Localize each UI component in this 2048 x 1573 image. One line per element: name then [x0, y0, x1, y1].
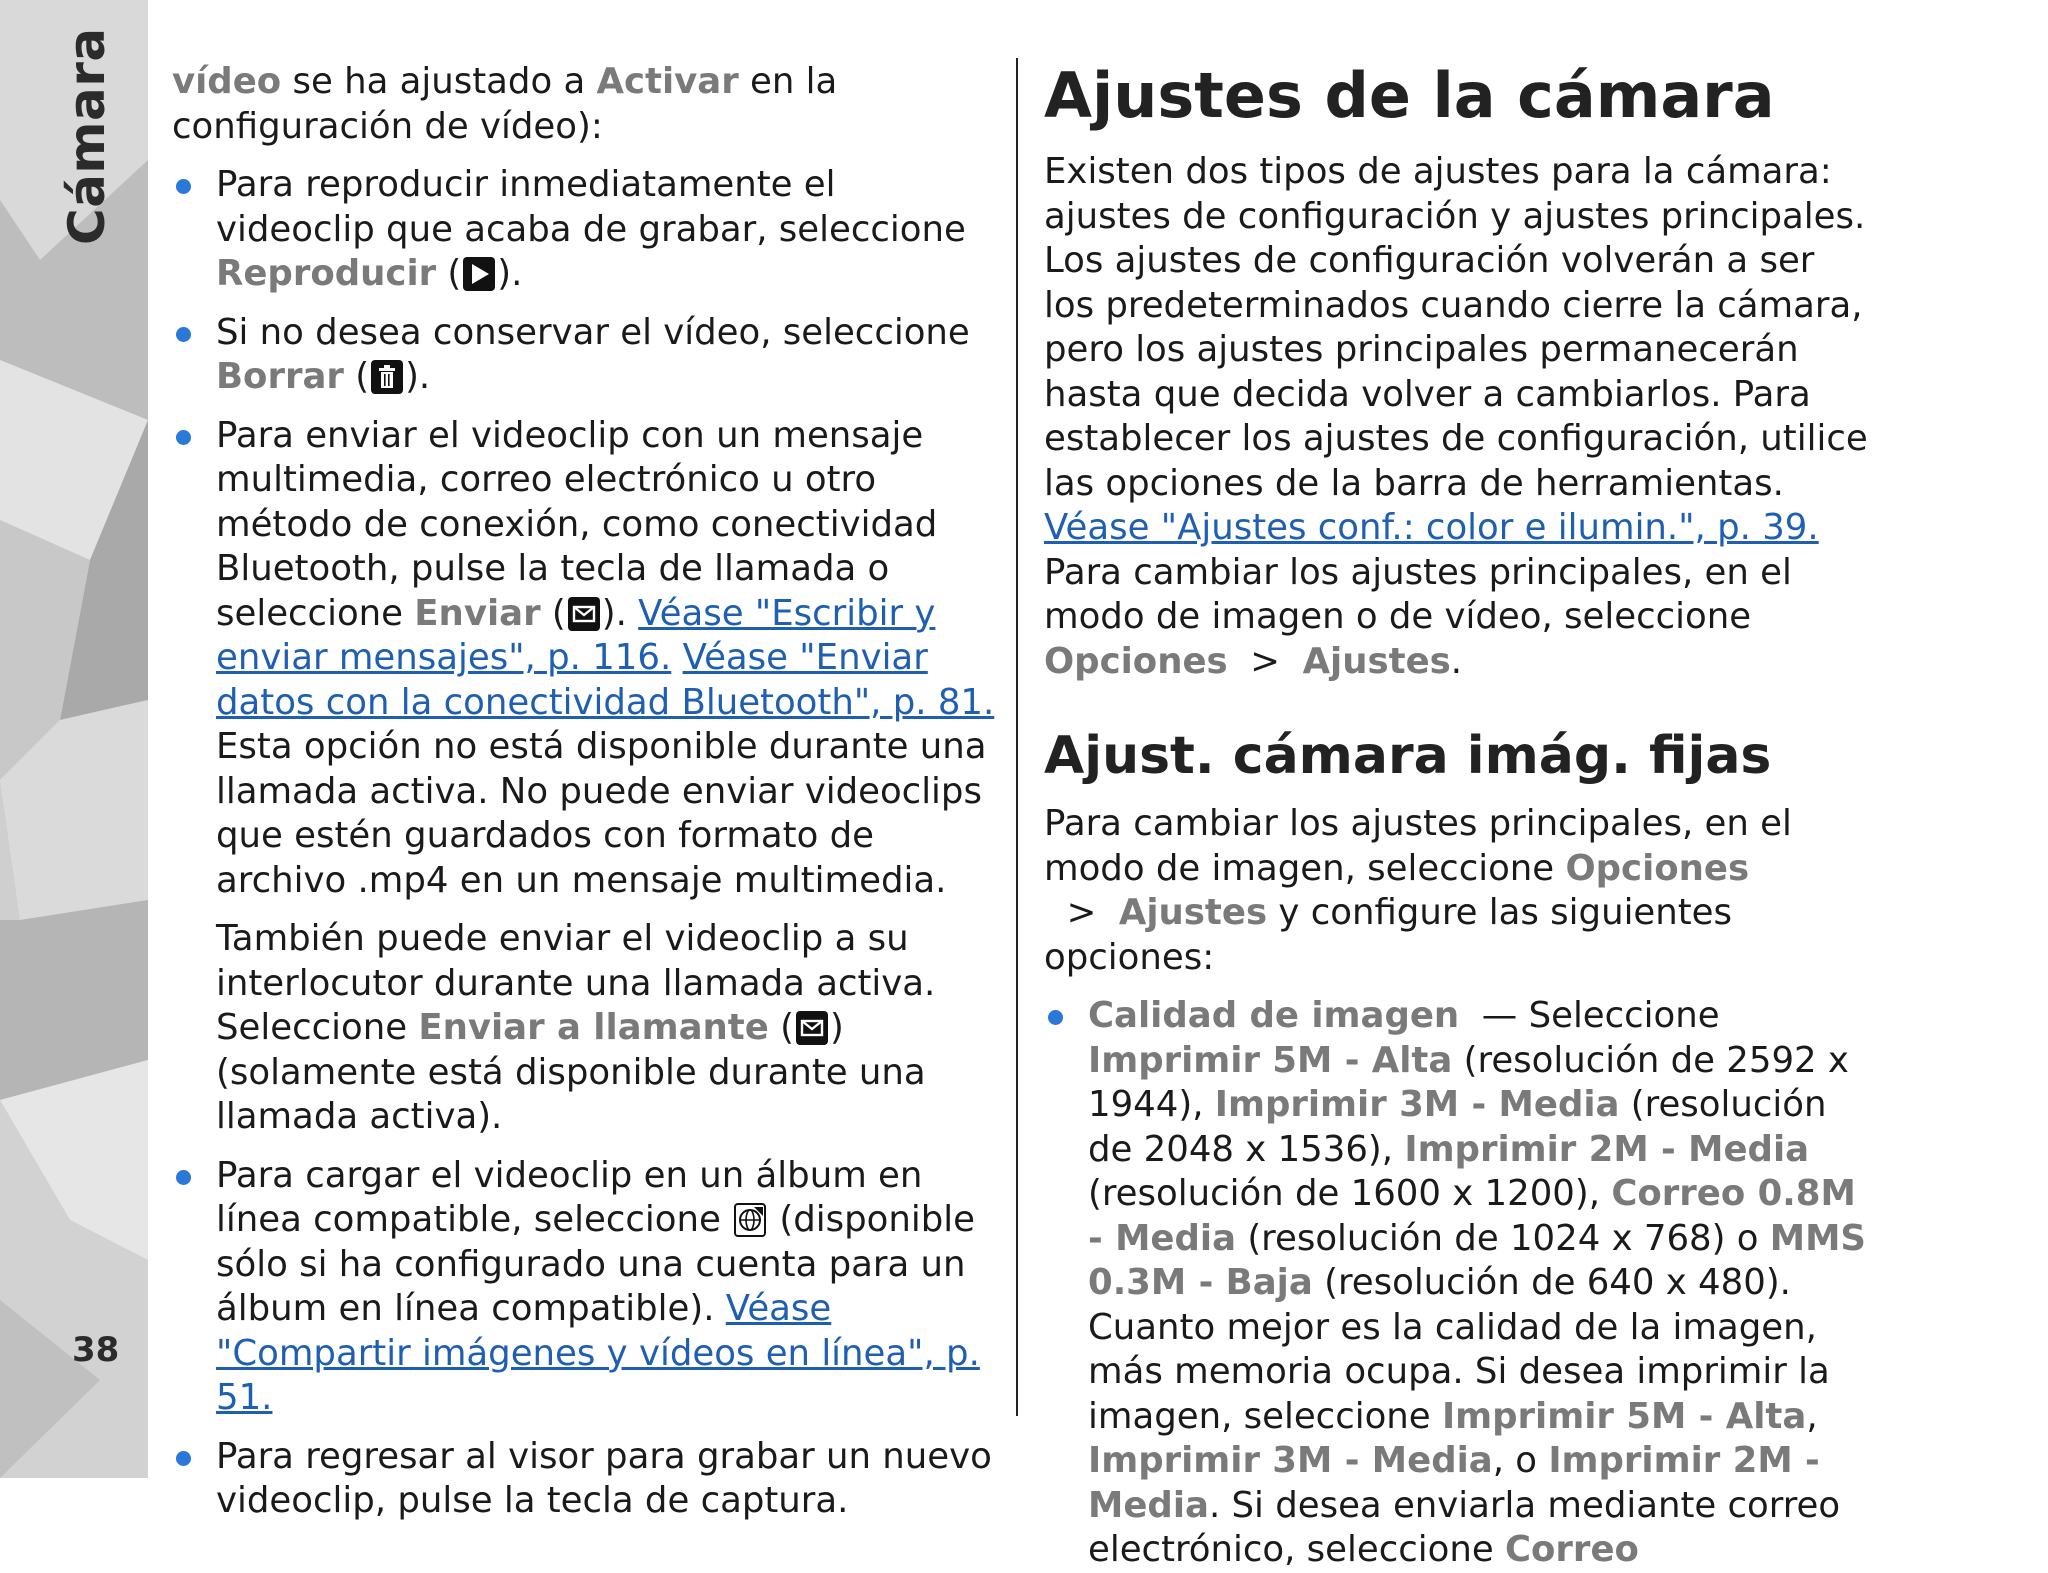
- text: Para reproducir inmediatamente el videoclip que acaba de grabar, seleccione: [216, 164, 966, 250]
- text: (disponible sólo si ha configurado una cuenta para un álbum en línea compatible).: [216, 1199, 975, 1329]
- chapter-title: Cámara: [58, 27, 116, 245]
- cross-reference-link[interactable]: Véase "Ajustes conf.: color e ilumin.", p. 39.: [1044, 507, 1819, 548]
- text: >: [1227, 640, 1303, 682]
- text: (: [436, 253, 462, 294]
- highlight-term: Ajustes: [1118, 892, 1268, 933]
- camera-settings-paragraph: [1044, 150, 1874, 684]
- highlight-term: Enviar a llamante: [418, 1007, 769, 1048]
- cross-reference-link[interactable]: Véase "Enviar datos con la conectividad Bluetooth", p. 81.: [216, 637, 995, 723]
- page-number: 38: [72, 1330, 120, 1370]
- list-item-return: [172, 1435, 1000, 1524]
- text: (resolución de 1024 x 768) o: [1236, 1217, 1770, 1259]
- text: (resolución de 640 x 480). Cuanto mejor es la calidad de la imagen, más memoria ocupa. Si desea imprimir la imagen, seleccione: [1088, 1262, 1830, 1437]
- highlight-term: Imprimir 3M - Media: [1088, 1440, 1493, 1481]
- highlight-term: Opciones: [1044, 640, 1228, 682]
- text: Esta opción no está disponible durante una llamada activa. No puede enviar videoclips que estén guardados con formato de archivo .mp4 en un mensaje multimedia.: [216, 726, 987, 901]
- highlight-term: Opciones: [1565, 847, 1750, 889]
- text: , o: [1492, 1440, 1549, 1481]
- highlight-term: Imprimir 5M - Alta: [1441, 1395, 1807, 1437]
- online-share-icon: [734, 1203, 766, 1237]
- text: Existen dos tipos de ajustes para la cámara: ajustes de configuración y ajustes principales. Los ajustes de configuración volverán a ser los predeterminados cuando cierre la cámara, pero los ajustes principales permanecerán hasta que decida volver a cambiarlos. Para establecer los ajustes de configuración, utilice las opciones de la barra de herramientas.: [1044, 151, 1868, 504]
- text: en la configuración de vídeo):: [172, 61, 838, 147]
- text: ).: [405, 356, 431, 397]
- highlight-term: Enviar: [414, 592, 541, 634]
- list-item-play: [172, 163, 1000, 297]
- text: También puede enviar el videoclip a su interlocutor durante una llamada activa. Seleccione: [216, 918, 936, 1048]
- text: Para enviar el videoclip con un mensaje multimedia, correo electrónico u otro método de conexión, como conectividad Bluetooth, pulse la tecla de llamada o seleccione: [216, 414, 938, 634]
- highlight-term: Borrar: [216, 356, 344, 397]
- list-item-delete: [172, 311, 1000, 400]
- highlight-term: Imprimir 5M - Alta: [1088, 1039, 1453, 1081]
- highlight-term: Activar: [596, 61, 739, 102]
- section-heading: Ajustes de la cámara: [1044, 59, 1775, 132]
- highlight-term: Ajustes: [1302, 640, 1451, 682]
- text: Para cambiar los ajustes principales, en el modo de imagen, seleccione: [1044, 803, 1792, 889]
- text: y configure las siguientes opciones:: [1044, 892, 1733, 978]
- highlight-term: Calidad de imagen: [1088, 995, 1460, 1036]
- cross-reference-link[interactable]: Véase "Escribir y enviar mensajes", p. 116.: [216, 592, 936, 678]
- highlight-term: Imprimir 2M - Media: [1404, 1128, 1810, 1170]
- chapter-sidebar: [0, 0, 148, 1478]
- text: Para regresar al visor para grabar un nuevo videoclip, pulse la tecla de captura.: [216, 1435, 992, 1521]
- list-item-upload: [172, 1154, 1000, 1421]
- text: >: [1044, 892, 1119, 933]
- text: se ha ajustado a: [281, 61, 597, 102]
- text: Para cambiar los ajustes principales, en el modo de imagen o de vídeo, seleccione: [1044, 551, 1792, 637]
- envelope-icon: [568, 597, 600, 631]
- list-item-image-quality: [1044, 994, 1874, 1573]
- text: (: [768, 1007, 794, 1048]
- text: ) (solamente está disponible durante una llamada activa).: [216, 1007, 926, 1137]
- highlight-term: Correo: [1504, 1529, 1639, 1570]
- highlight-term: MMS 0.3M - Baja: [1088, 1217, 1867, 1303]
- text: .: [1450, 640, 1463, 682]
- left-column: [172, 60, 1000, 1524]
- text: (resolución de 2592 x 1944),: [1088, 1039, 1849, 1125]
- list-item-send-continued: [172, 917, 1000, 1140]
- highlight-term: vídeo: [172, 61, 282, 102]
- trash-icon: [371, 360, 403, 394]
- text: ).: [601, 592, 639, 634]
- highlight-term: Imprimir 3M - Media: [1214, 1084, 1620, 1125]
- text: . Si desea enviarla mediante correo electrónico, seleccione: [1088, 1484, 1841, 1570]
- text: Si no desea conservar el vídeo, seleccione: [216, 311, 970, 353]
- list-item-send: [172, 414, 1000, 904]
- text: ).: [497, 253, 523, 294]
- text: — Seleccione: [1459, 995, 1731, 1036]
- still-camera-paragraph: [1044, 802, 1874, 980]
- intro-paragraph: [172, 60, 1000, 149]
- text: (resolución de 2048 x 1536),: [1088, 1084, 1827, 1170]
- highlight-term: Correo 0.8M - Media: [1088, 1173, 1856, 1259]
- text: (: [343, 356, 370, 397]
- column-divider: [1016, 58, 1018, 1416]
- highlight-term: Imprimir 2M - Media: [1088, 1440, 1820, 1526]
- subsection-heading: Ajust. cámara imág. fijas: [1044, 726, 1772, 786]
- play-icon: [463, 257, 495, 291]
- text: ,: [1806, 1395, 1818, 1437]
- cross-reference-link[interactable]: Véase "Compartir imágenes y vídeos en línea", p. 51.: [216, 1288, 980, 1418]
- right-column: [1044, 58, 1874, 1573]
- envelope-icon: [796, 1011, 828, 1045]
- text: [671, 637, 682, 678]
- text: Para cargar el videoclip en un álbum en línea compatible, seleccione: [216, 1154, 923, 1240]
- text: (: [540, 592, 566, 634]
- text: (resolución de 1600 x 1200),: [1088, 1173, 1612, 1214]
- highlight-term: Reproducir: [216, 253, 437, 294]
